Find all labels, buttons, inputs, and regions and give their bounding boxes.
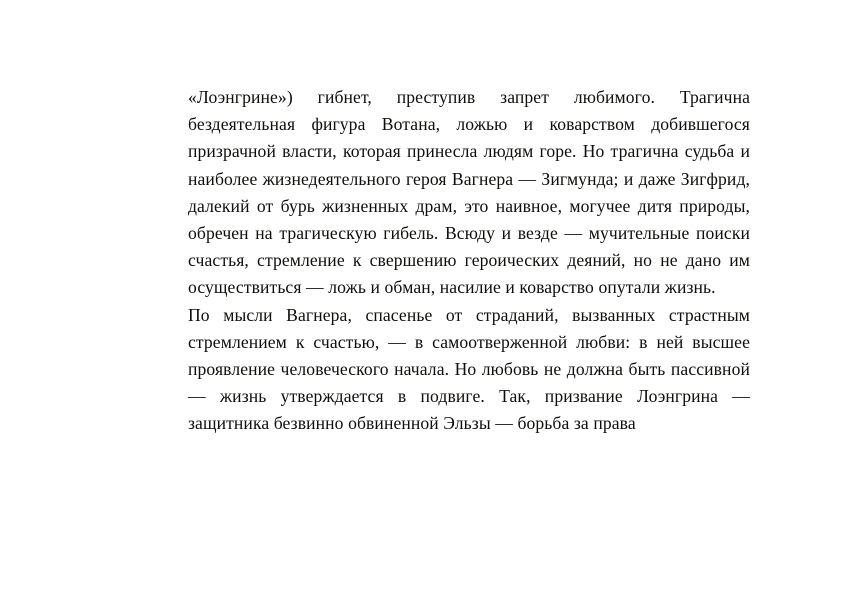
paragraph-1: «Лоэнгрине») гибнет, преступив запрет любимого. Трагична бездеятельная фигура Вотана, ложью и коварством добившегося призрачной власти, которая принесла людям горе. Но трагична судьба и наиболее жизнедеятельного героя Вагнера — Зигмунда; и даже Зигфрид, далекий от бурь жизненных драм, это наивное, могучее дитя природы, обречен на трагическую гибель. Всюду и везде — мучительные поиски счастья, стремление к свершению героических деяний, но не дано им осуществиться — ложь и обман, насилие и коварство опутали жизнь. xyxy=(188,87,750,298)
body-text-column xyxy=(188,84,750,438)
paragraph-2: По мысли Вагнера, спасенье от страданий, вызванных страстным стремлением к счастью, — в самоотверженной любви: в ней высшее проявление человеческого начала. Но любовь не должна быть пассивной — жизнь утверждается в подвиге. Так, призвание Лоэнгрина — защитника безвинно обвиненной Эльзы — борьба за права xyxy=(188,304,750,434)
